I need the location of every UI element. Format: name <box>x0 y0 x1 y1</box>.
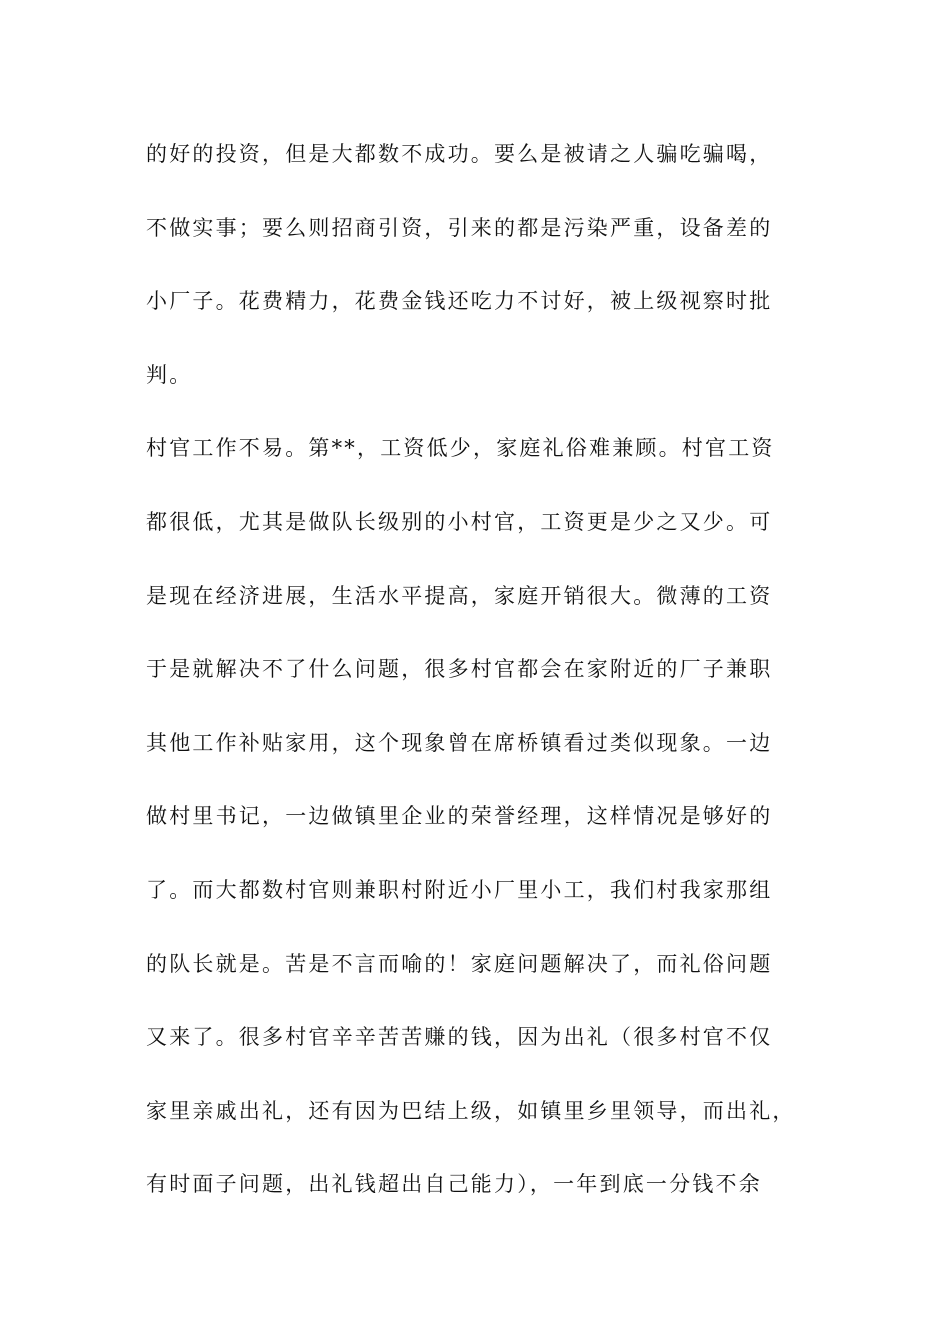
text-line: 都很低，尤其是做队长级别的小村官，工资更是少之又少。可 <box>146 509 773 534</box>
text-line: 小厂子。花费精力，花费金钱还吃力不讨好，被上级视察时批 <box>146 289 773 314</box>
text-line: 的好的投资，但是大都数不成功。要么是被请之人骗吃骗喝， <box>146 142 773 166</box>
body-text <box>146 128 836 1232</box>
text-line: 是现在经济进展，生活水平提高，家庭开销很大。微薄的工资 <box>146 583 773 608</box>
text-line: 有时面子问题，出礼钱超出自己能力），一年到底一分钱不余 <box>146 1172 762 1197</box>
text-line: 又来了。很多村官辛辛苦苦赚的钱，因为出礼（很多村官不仅 <box>146 1025 773 1050</box>
text-line: 的队长就是。苦是不言而喻的！家庭问题解决了，而礼俗问题 <box>146 951 773 976</box>
text-line: 家里亲戚出礼，还有因为巴结上级，如镇里乡里领导，而出礼， <box>146 1098 796 1123</box>
text-line: 其他工作补贴家用，这个现象曾在席桥镇看过类似现象。一边 <box>146 730 773 755</box>
text-line: 不做实事；要么则招商引资，引来的都是污染严重，设备差的 <box>146 215 773 240</box>
text-line: 村官工作不易。第**，工资低少，家庭礼俗难兼顾。村官工资 <box>146 436 775 461</box>
text-line: 判。 <box>146 362 193 387</box>
text-line: 于是就解决不了什么问题，很多村官都会在家附近的厂子兼职 <box>146 657 773 682</box>
text-line: 做村里书记，一边做镇里企业的荣誉经理，这样情况是够好的 <box>146 804 773 829</box>
text-line: 了。而大都数村官则兼职村附近小厂里小工，我们村我家那组 <box>146 877 773 902</box>
